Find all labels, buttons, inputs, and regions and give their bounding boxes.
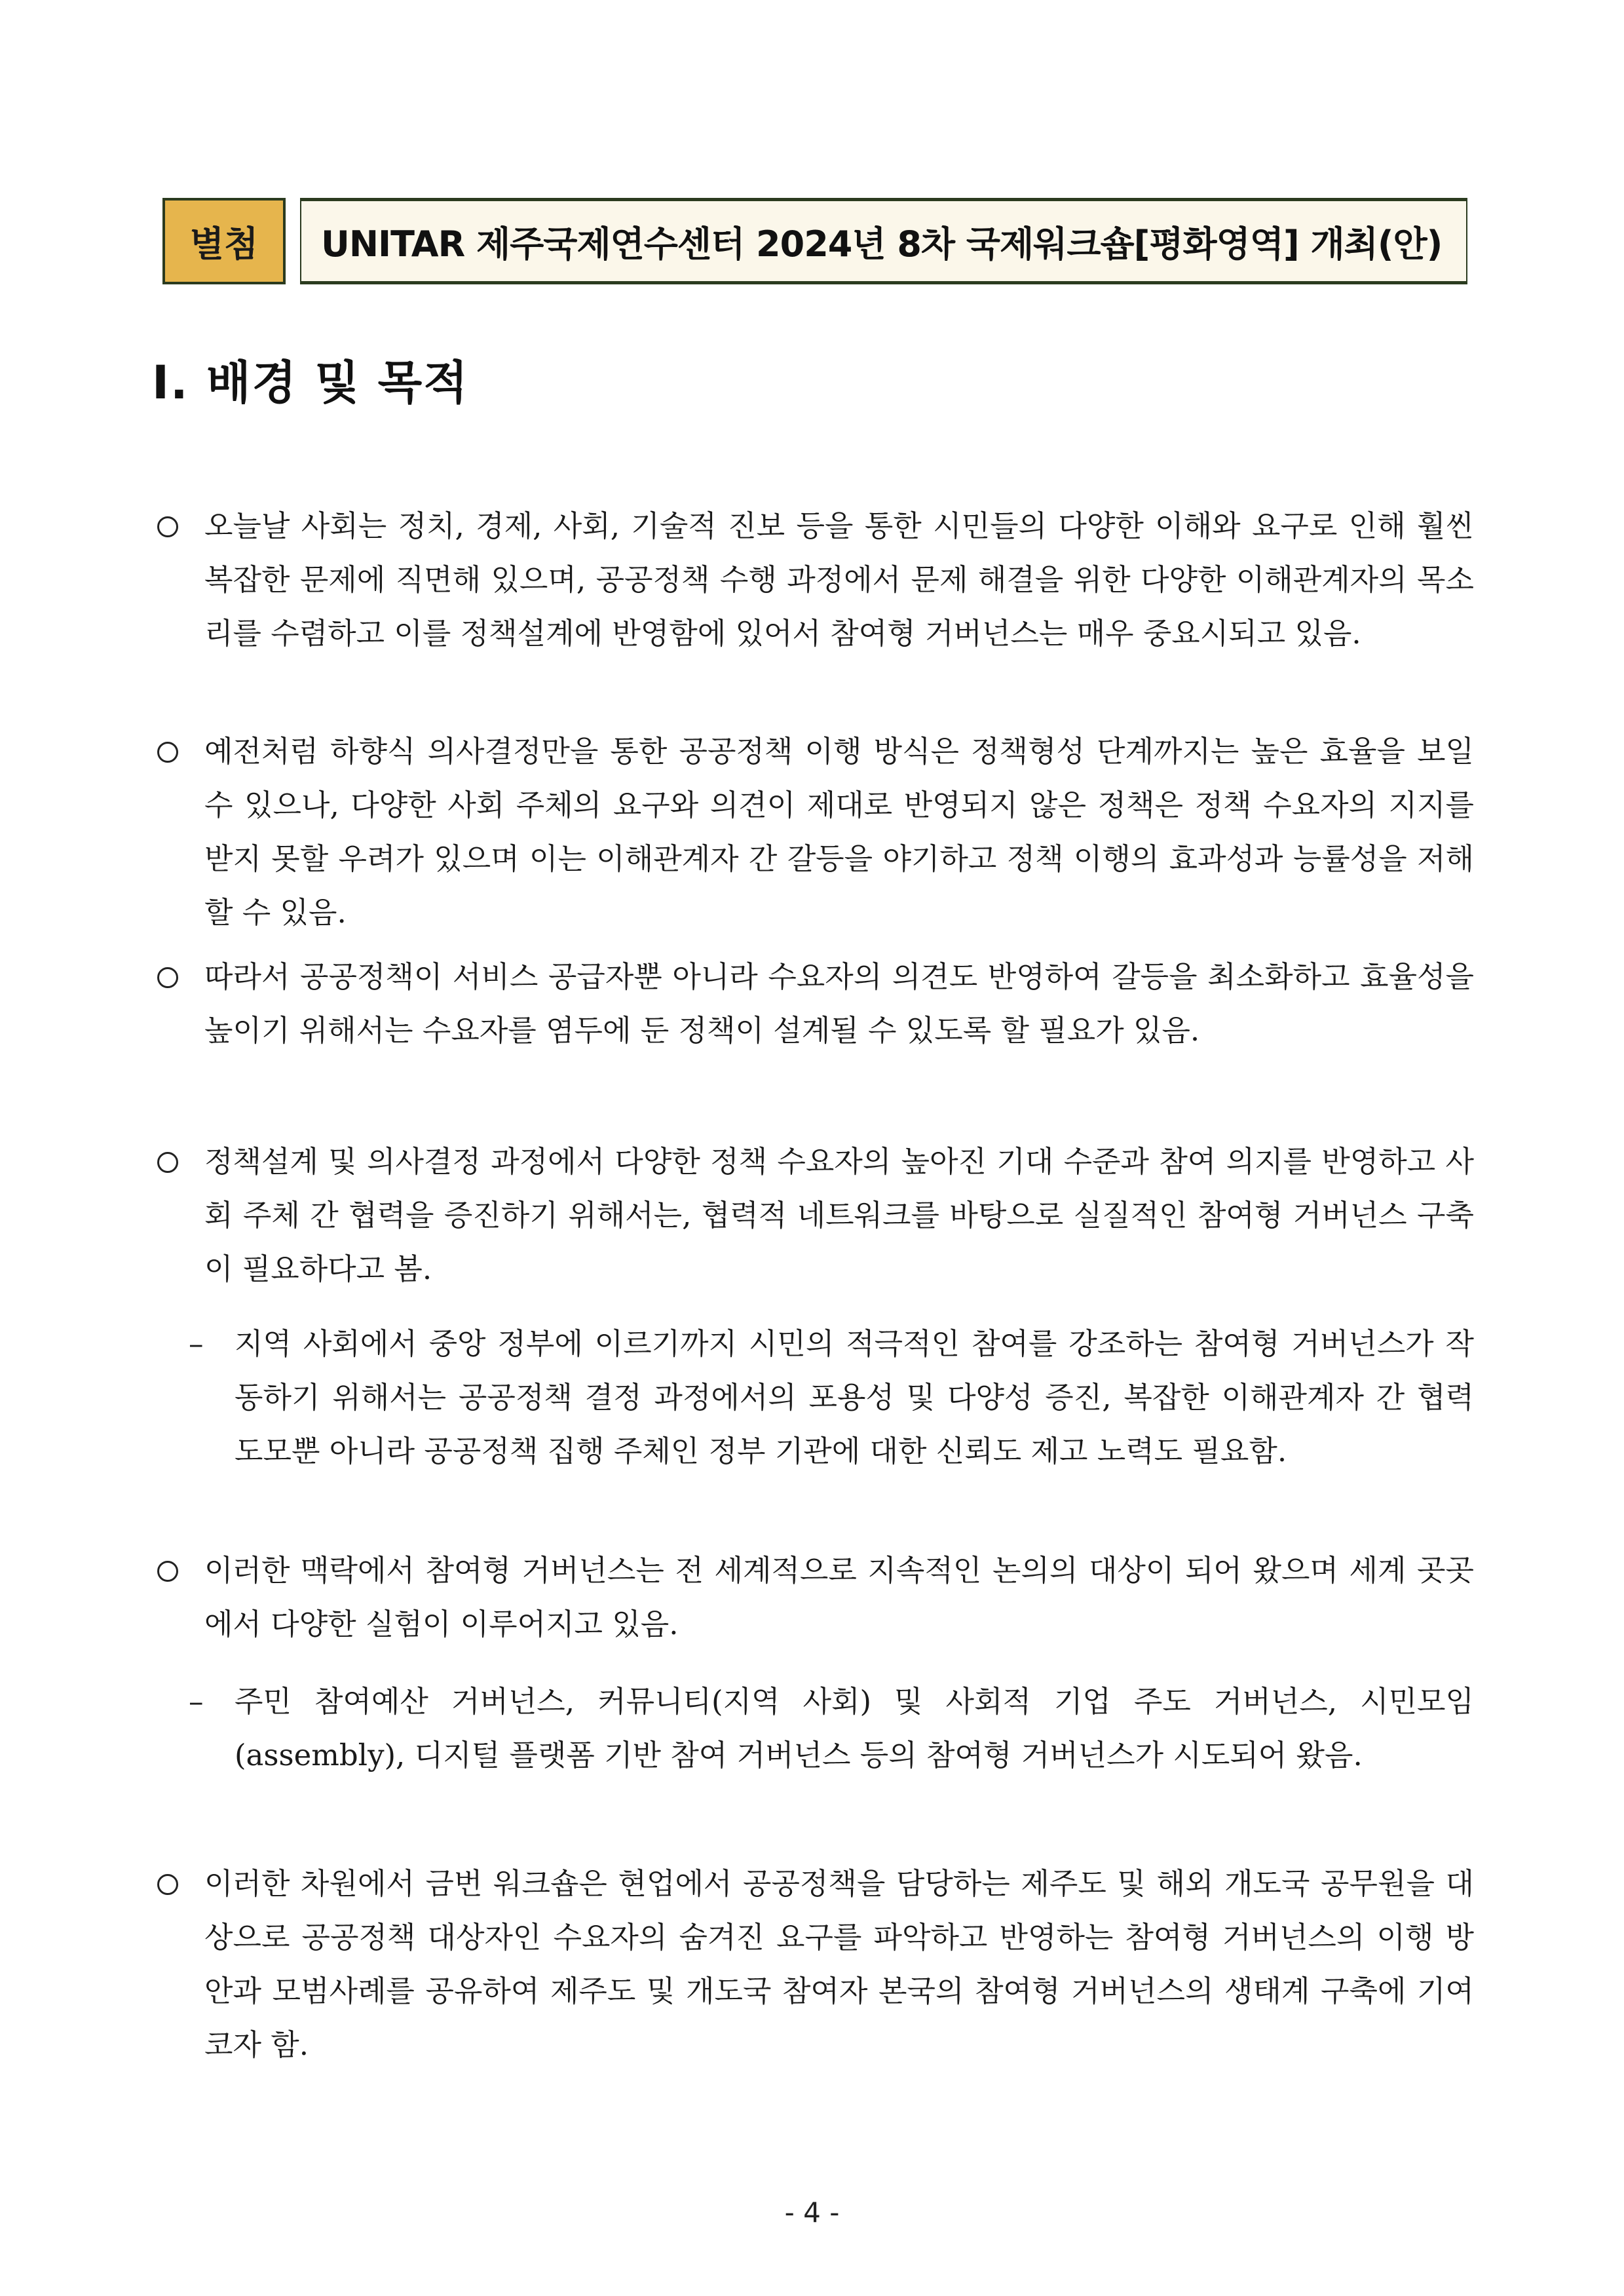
circle-bullet-icon xyxy=(157,1152,178,1173)
attachment-header xyxy=(162,198,1467,287)
circle-bullet-icon xyxy=(157,1561,178,1582)
paragraph-text: 예전처럼 하향식 의사결정만을 통한 공공정책 이행 방식은 정책형성 단계까지는 높은 효율을 보일 수 있으나, 다양한 사회 주체의 요구와 의견이 제대로 반영되지 않은 정책은 정책 수요자의 지지를 받지 못할 우려가 있으며 이는 이해관계자 간 갈등을 야기하고 정책 이행의 효과성과 능률성을 저해할 수 있음. xyxy=(204,734,1474,930)
paragraph-2 xyxy=(157,725,1474,940)
paragraph-5 xyxy=(157,1544,1474,1651)
paragraph-4 xyxy=(157,1135,1474,1296)
dash-bullet: – xyxy=(189,1684,204,1719)
paragraph-3 xyxy=(157,950,1474,1058)
attachment-badge: 별첨 xyxy=(162,198,286,284)
circle-bullet-icon xyxy=(157,516,178,537)
paragraph-1 xyxy=(157,499,1474,660)
paragraph-text: 따라서 공공정책이 서비스 공급자뿐 아니라 수요자의 의견도 반영하여 갈등을 최소화하고 효율성을 높이기 위해서는 수요자를 염두에 둔 정책이 설계될 수 있도록 할 필요가 있음. xyxy=(204,959,1474,1048)
paragraph-6 xyxy=(157,1857,1474,2072)
section-title: Ⅰ. 배경 및 목적 xyxy=(152,356,469,410)
sub-item-2 xyxy=(189,1675,1474,1782)
sub-item-1 xyxy=(189,1317,1474,1478)
dash-bullet: – xyxy=(189,1326,204,1361)
paragraph-text: 이러한 차원에서 금번 워크숍은 현업에서 공공정책을 담당하는 제주도 및 해외 개도국 공무원을 대상으로 공공정책 대상자인 수요자의 숨겨진 요구를 파악하고 반영하는 참여형 거버넌스의 이행 방안과 모범사례를 공유하여 제주도 및 개도국 참여자 본국의 참여형 거버넌스의 생태계 구축에 기여코자 함. xyxy=(204,1866,1474,2062)
circle-bullet-icon xyxy=(157,742,178,763)
document-title: UNITAR 제주국제연수센터 2024년 8차 국제워크숍[평화영역] 개최(안) xyxy=(300,198,1467,284)
circle-bullet-icon xyxy=(157,967,178,988)
sub-item-text: 지역 사회에서 중앙 정부에 이르기까지 시민의 적극적인 참여를 강조하는 참여형 거버넌스가 작동하기 위해서는 공공정책 결정 과정에서의 포용성 및 다양성 증진, 복잡한 이해관계자 간 협력 도모뿐 아니라 공공정책 집행 주체인 정부 기관에 대한 신뢰도 제고 노력도 필요함. xyxy=(235,1326,1474,1468)
paragraph-text: 오늘날 사회는 정치, 경제, 사회, 기술적 진보 등을 통한 시민들의 다양한 이해와 요구로 인해 훨씬 복잡한 문제에 직면해 있으며, 공공정책 수행 과정에서 문제 해결을 위한 다양한 이해관계자의 목소리를 수렴하고 이를 정책설계에 반영함에 있어서 참여형 거버넌스는 매우 중요시되고 있음. xyxy=(204,508,1474,651)
sub-item-text: 주민 참여예산 거버넌스, 커뮤니티(지역 사회) 및 사회적 기업 주도 거버넌스, 시민모임(assembly), 디지털 플랫폼 기반 참여 거버넌스 등의 참여형 거버넌스가 시도되어 왔음. xyxy=(235,1684,1474,1772)
page-number: - 4 - xyxy=(784,2196,840,2229)
paragraph-text: 이러한 맥락에서 참여형 거버넌스는 전 세계적으로 지속적인 논의의 대상이 되어 왔으며 세계 곳곳에서 다양한 실험이 이루어지고 있음. xyxy=(204,1553,1474,1641)
circle-bullet-icon xyxy=(157,1874,178,1895)
paragraph-text: 정책설계 및 의사결정 과정에서 다양한 정책 수요자의 높아진 기대 수준과 참여 의지를 반영하고 사회 주체 간 협력을 증진하기 위해서는, 협력적 네트워크를 바탕으로 실질적인 참여형 거버넌스 구축이 필요하다고 봄. xyxy=(204,1144,1474,1286)
